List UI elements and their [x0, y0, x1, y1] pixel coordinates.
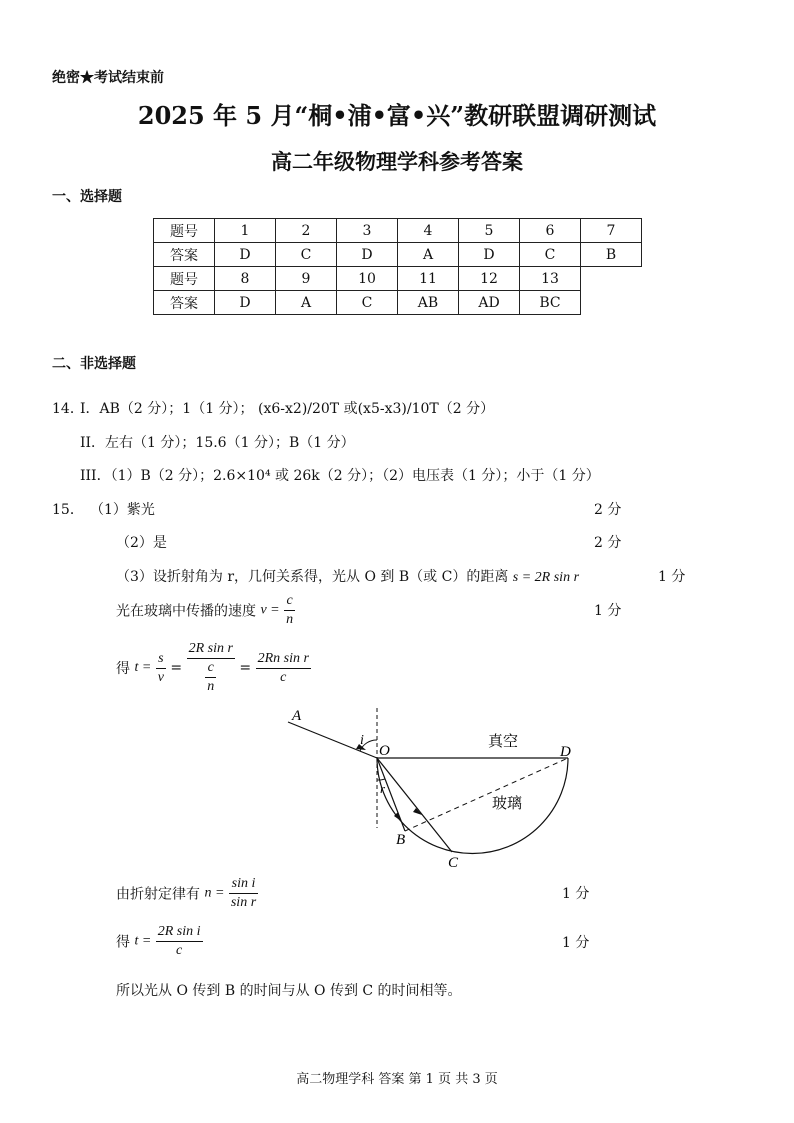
q15-p3-score: 1 分 — [658, 569, 686, 585]
q15-p5-text: 得 — [116, 661, 130, 677]
q14-part1-a: I．AB（2 分）；1（1 分）； — [80, 401, 254, 417]
table-cell: C — [337, 291, 398, 315]
q14-part1 — [80, 398, 494, 418]
table-cell: 8 — [215, 267, 276, 291]
page-subtitle: 高二年级物理学科参考答案 — [271, 149, 523, 174]
q14-part1-b: (x6-x2)/20T 或(x5-x3)/10T（2 分） — [258, 401, 495, 417]
table-cell: B — [581, 243, 642, 267]
q15-p6: 由折射定律有 n = $\frac{\text{sin i}}{\text{sin r}}$ — [116, 876, 257, 910]
q15-p4-text: 光在玻璃中传播的速度 — [116, 603, 256, 620]
table-cell: D — [215, 243, 276, 267]
q15-p6-text: 由折射定律有 — [116, 886, 200, 903]
table-cell: 11 — [398, 267, 459, 291]
angle-r-arc — [377, 779, 385, 780]
table-row — [154, 219, 642, 243]
q15-p8: 所以光从 O 传到 B 的时间与从 O 传到 C 的时间相等。 — [116, 983, 462, 999]
table-cell: 7 — [581, 219, 642, 243]
table-cell: D — [337, 243, 398, 267]
q15-p3-text: （3）设折射角为 r，几何关系得，光从 O 到 B（或 C）的距离 — [116, 569, 509, 585]
table-cell: 13 — [520, 267, 581, 291]
fraction-time-2: $\frac{\text{2Rn sin r}}{c}$ — [257, 650, 309, 685]
table-cell: 题号 — [154, 219, 215, 243]
q15-p4-score: 1 分 — [594, 603, 622, 619]
table-cell: AD — [459, 291, 520, 315]
page-title: 2025 年 5 月“桐•浦•富•兴”教研联盟调研测试 — [137, 101, 657, 130]
label-a: A — [292, 708, 302, 724]
table-cell: C — [276, 243, 337, 267]
label-d: D — [560, 744, 571, 760]
table-cell: 4 — [398, 219, 459, 243]
table-cell: D — [215, 291, 276, 315]
q15-p7: 得 t = $\frac{\text{2R sin i}}{c}$ — [116, 924, 201, 958]
table-cell: 答案 — [154, 243, 215, 267]
q15-p6-score: 1 分 — [562, 886, 590, 902]
table-cell-empty — [581, 291, 642, 315]
q15-p7-text: 得 — [116, 934, 130, 951]
section-choice-heading: 一、选择题 — [52, 189, 122, 205]
table-cell: 2 — [276, 219, 337, 243]
q15-p1-score: 2 分 — [594, 502, 622, 518]
label-i: i — [360, 733, 364, 748]
table-cell: D — [459, 243, 520, 267]
fraction-c-over-n: $\frac{c}{n}$ — [286, 593, 294, 627]
fraction-snell: $\frac{\text{sin i}}{\text{sin r}}$ — [230, 876, 257, 910]
table-cell: 10 — [337, 267, 398, 291]
label-glass: 玻璃 — [492, 794, 523, 812]
q15-number: 15． — [52, 502, 84, 518]
dashed-bd — [405, 758, 568, 831]
q15-p3 — [116, 566, 579, 586]
q15-p3-formula: s = 2R sin r — [512, 570, 580, 585]
table-cell: 5 — [459, 219, 520, 243]
table-cell: AB — [398, 291, 459, 315]
table-cell: 1 — [215, 219, 276, 243]
table-cell: 答案 — [154, 291, 215, 315]
table-cell: C — [520, 243, 581, 267]
table-cell: 题号 — [154, 267, 215, 291]
table-cell: 3 — [337, 219, 398, 243]
table-cell: A — [276, 291, 337, 315]
q15-p5: 得 t = $\frac{s}{v}$ = $\frac{\text{2R sin r}}{\frac{c}{n}}$ = $\frac{\text{2Rn sin r}}{c}$ — [116, 641, 309, 694]
label-b: B — [396, 832, 406, 848]
q15-p2: （2）是 — [116, 535, 167, 551]
q15-p1: （1）紫光 — [90, 502, 155, 518]
table-cell: 9 — [276, 267, 337, 291]
table-cell: 12 — [459, 267, 520, 291]
q15-p7-score: 1 分 — [562, 935, 590, 951]
ray-oc — [377, 758, 452, 852]
q14-number: 14． — [52, 401, 84, 417]
confidential-label: 绝密★考试结束前 — [52, 70, 164, 86]
fraction-time-1: $\frac{\text{2R sin r}}{\frac{c}{n}}$ — [188, 641, 233, 694]
q15-p4: 光在玻璃中传播的速度 v = $\frac{c}{n}$ — [116, 593, 294, 627]
q14-part3: III．（1）B（2 分）；2.6×10⁴ 或 26k（2 分）；（2）电压表（1 分）；小于（1 分） — [80, 468, 600, 484]
q14-part2: II．左右（1 分）；15.6（1 分）；B（1 分） — [80, 435, 355, 451]
label-r: r — [380, 781, 386, 796]
table-cell: 6 — [520, 219, 581, 243]
glass-semicircle — [377, 758, 568, 854]
section-free-response-heading: 二、非选择题 — [52, 356, 136, 372]
page-footer: 高二物理学科 答案 第 1 页 共 3 页 — [296, 1072, 498, 1087]
answer-table — [153, 218, 642, 315]
table-row — [154, 267, 642, 291]
refraction-diagram — [280, 700, 610, 875]
fraction-time-final: $\frac{\text{2R sin i}}{c}$ — [157, 924, 201, 958]
table-row — [154, 243, 642, 267]
label-o: O — [379, 743, 390, 759]
table-row — [154, 291, 642, 315]
table-cell: BC — [520, 291, 581, 315]
table-cell-empty — [581, 267, 642, 291]
label-c: C — [448, 855, 459, 871]
q15-p2-score: 2 分 — [594, 535, 622, 551]
label-vacuum: 真空 — [488, 732, 519, 750]
table-cell: A — [398, 243, 459, 267]
